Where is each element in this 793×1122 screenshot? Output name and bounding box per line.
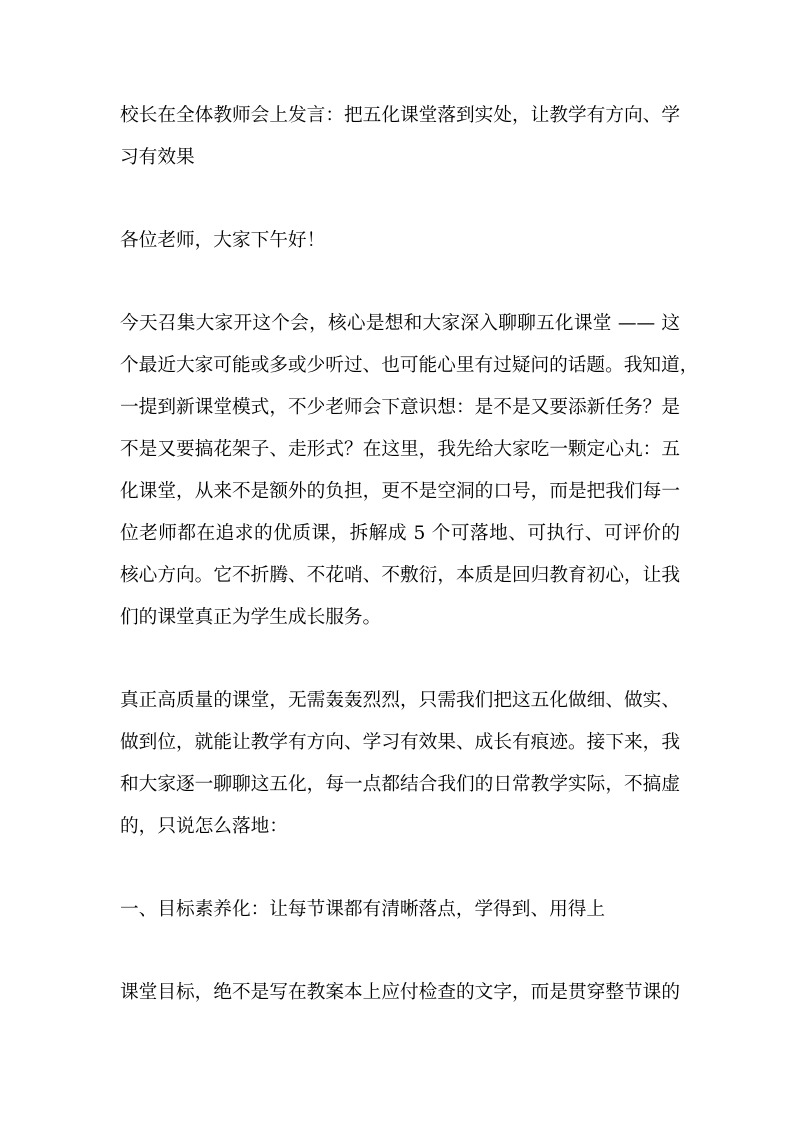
paragraph-line: 不是又要搞花架子、走形式？在这里，我先给大家吃一颗定心丸：五 bbox=[120, 439, 680, 460]
paragraph-overview bbox=[120, 680, 680, 848]
paragraph-line: 化课堂，从来不是额外的负担，更不是空洞的口号，而是把我们每一 bbox=[120, 481, 680, 502]
paragraph-line: 做到位，就能让教学有方向、学习有效果、成长有痕迹。接下来，我 bbox=[120, 732, 680, 753]
section-paragraph bbox=[120, 972, 680, 1014]
section-heading-text: 一、目标素养化：让每节课都有清晰落点，学得到、用得上 bbox=[120, 899, 606, 920]
title-line: 习有效果 bbox=[120, 147, 195, 168]
paragraph-line: 和大家逐一聊聊这五化，每一点都结合我们的日常教学实际，不搞虚 bbox=[120, 774, 680, 795]
greeting-line: 各位老师，大家下午好！ bbox=[120, 230, 326, 251]
paragraph-line: 们的课堂真正为学生成长服务。 bbox=[120, 607, 382, 628]
paragraph-line: 位老师都在追求的优质课，拆解成 5 个可落地、可执行、可评价的 bbox=[120, 523, 680, 544]
paragraph-line: 个最近大家可能或多或少听过、也可能心里有过疑问的话题。我知道， bbox=[120, 355, 699, 376]
paragraph-line: 真正高质量的课堂，无需轰轰烈烈，只需我们把这五化做细、做实、 bbox=[120, 690, 680, 711]
title-line: 校长在全体教师会上发言：把五化课堂落到实处，让教学有方向、学 bbox=[120, 105, 680, 126]
document-title bbox=[120, 95, 680, 179]
paragraph-line: 核心方向。它不折腾、不花哨、不敷衍，本质是回归教育初心，让我 bbox=[120, 565, 680, 586]
document-page bbox=[120, 95, 699, 1055]
greeting bbox=[120, 220, 680, 262]
paragraph-line: 课堂目标，绝不是写在教案本上应付检查的文字，而是贯穿整节课的 bbox=[120, 982, 680, 1003]
paragraph-line: 一提到新课堂模式，不少老师会下意识想：是不是又要添新任务？是 bbox=[120, 397, 680, 418]
section-heading bbox=[120, 889, 680, 931]
paragraph-intro bbox=[120, 303, 699, 639]
paragraph-line: 今天召集大家开这个会，核心是想和大家深入聊聊五化课堂 —— 这 bbox=[120, 313, 680, 334]
paragraph-line: 的，只说怎么落地： bbox=[120, 816, 288, 837]
